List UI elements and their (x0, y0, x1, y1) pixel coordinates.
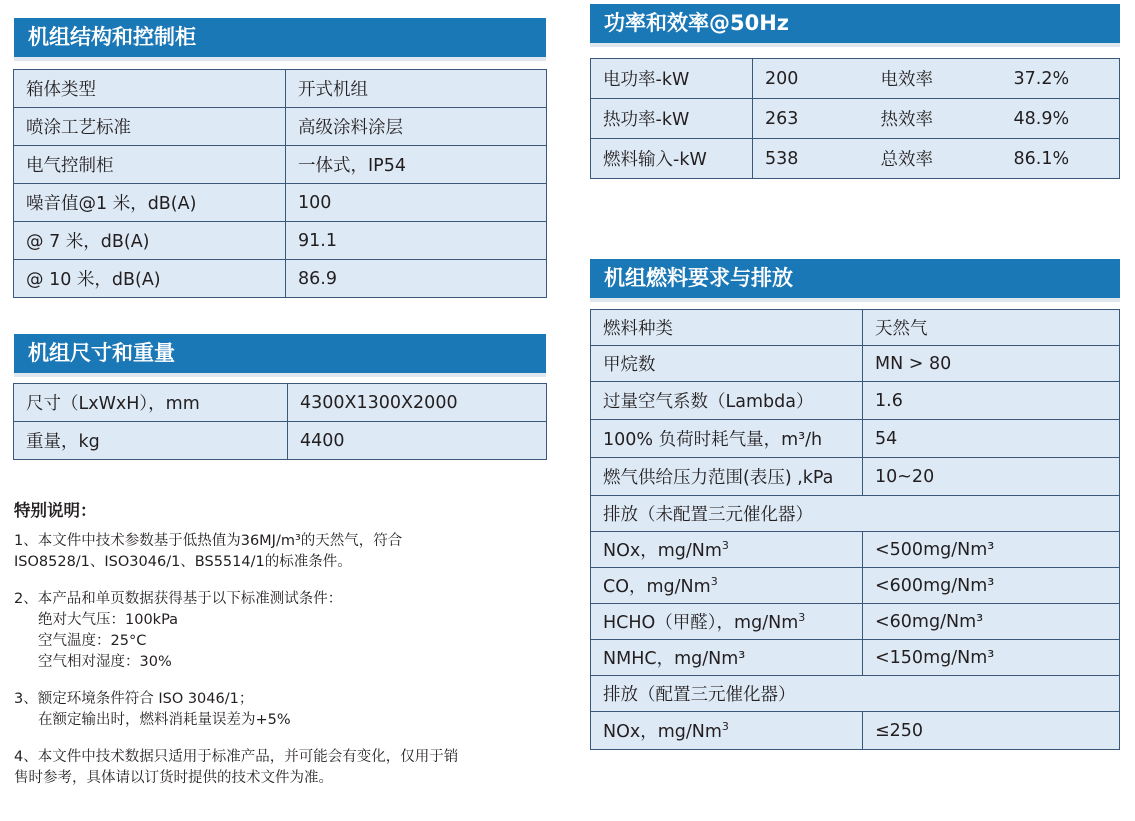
note-3-line-1: 3、额定环境条件符合 ISO 3046/1； (14, 691, 254, 707)
power-section-header: 功率和效率@50Hz (590, 4, 1120, 43)
fuel-section-header: 机组燃料要求与排放 (590, 259, 1120, 298)
emission-label (591, 604, 863, 640)
note-3 (14, 689, 534, 731)
note-1-line-2: ISO8528/1、ISO3046/1、BS5514/1的标准条件。 (14, 554, 352, 570)
emission-value: <150mg/Nm³ (863, 640, 1120, 676)
notes-title: 特别说明： (14, 501, 97, 520)
fuel-label: 燃料种类 (591, 310, 863, 346)
superscript: 3 (721, 720, 729, 734)
note-2-line-3: 空气温度：25°C (38, 633, 147, 649)
notes-block (14, 500, 534, 805)
note-2-line-2: 绝对大气压：100kPa (38, 612, 179, 628)
fuel-label: 100% 负荷时耗气量，m³/h (591, 420, 863, 458)
note-3-line-2: 在额定输出时，燃料消耗量误差为+5% (38, 712, 291, 728)
dimensions-table (13, 383, 547, 460)
fuel-label: 燃气供给压力范围(表压) ,kPa (591, 458, 863, 496)
emission-label (591, 568, 863, 604)
fuel-value: MN > 80 (863, 346, 1120, 382)
dimensions-section-header: 机组尺寸和重量 (14, 334, 546, 373)
structure-label: @ 7 米，dB(A) (14, 222, 286, 260)
structure-value: 高级涂料涂层 (286, 108, 547, 146)
power-value: 200 (753, 59, 869, 99)
emission-label-text: NMHC，mg/Nm³ (603, 649, 746, 669)
fuel-label: 甲烷数 (591, 346, 863, 382)
note-4-line-2: 售时参考，具体请以订货时提供的技术文件为准。 (14, 770, 333, 786)
structure-label: 喷涂工艺标准 (14, 108, 286, 146)
emission-value: <500mg/Nm³ (863, 532, 1120, 568)
dimensions-value: 4400 (288, 422, 547, 460)
structure-label: 电气控制柜 (14, 146, 286, 184)
efficiency-label: 热效率 (869, 99, 1002, 139)
fuel-label: 过量空气系数（Lambda） (591, 382, 863, 420)
efficiency-label: 总效率 (869, 139, 1002, 179)
note-4 (14, 747, 534, 789)
superscript: 3 (798, 611, 806, 625)
fuel-value: 10~20 (863, 458, 1120, 496)
emission-value: <60mg/Nm³ (863, 604, 1120, 640)
power-label: 电功率-kW (591, 59, 753, 99)
efficiency-value: 37.2% (1002, 59, 1120, 99)
emission-value: ≤250 (863, 712, 1120, 750)
note-2 (14, 589, 534, 673)
emission-label-text: CO，mg/Nm (603, 577, 711, 597)
note-1 (14, 531, 534, 573)
fuel-value: 天然气 (863, 310, 1120, 346)
emission-header-with-catalyst: 排放（配置三元催化器） (591, 676, 1120, 712)
emission-label (591, 712, 863, 750)
note-1-line-1: 1、本文件中技术参数基于低热值为36MJ/m³的天然气，符合 (14, 533, 403, 549)
fuel-table (590, 309, 1120, 750)
power-value: 538 (753, 139, 869, 179)
emission-label-text: NOx，mg/Nm (603, 722, 722, 742)
dimensions-value: 4300X1300X2000 (288, 384, 547, 422)
power-value: 263 (753, 99, 869, 139)
note-2-line-1: 2、本产品和单页数据获得基于以下标准测试条件： (14, 591, 343, 607)
structure-value: 100 (286, 184, 547, 222)
efficiency-label: 电效率 (869, 59, 1002, 99)
structure-value: 91.1 (286, 222, 547, 260)
efficiency-value: 86.1% (1002, 139, 1120, 179)
dimensions-label: 重量，kg (14, 422, 288, 460)
emission-label (591, 640, 863, 676)
structure-label: 噪音值@1 米，dB(A) (14, 184, 286, 222)
superscript: 3 (721, 539, 729, 553)
structure-table (13, 69, 547, 298)
power-label: 热功率-kW (591, 99, 753, 139)
power-label: 燃料输入-kW (591, 139, 753, 179)
emission-header-no-catalyst: 排放（未配置三元催化器） (591, 496, 1120, 532)
structure-value: 一体式，IP54 (286, 146, 547, 184)
note-4-line-1: 4、本文件中技术数据只适用于标准产品，并可能会有变化，仅用于销 (14, 749, 459, 765)
emission-value: <600mg/Nm³ (863, 568, 1120, 604)
note-2-line-4: 空气相对湿度：30% (38, 654, 172, 670)
structure-label: 箱体类型 (14, 70, 286, 108)
power-table (590, 58, 1120, 179)
structure-section-header: 机组结构和控制柜 (14, 18, 546, 57)
structure-value: 86.9 (286, 260, 547, 298)
dimensions-label: 尺寸（LxWxH），mm (14, 384, 288, 422)
structure-label: @ 10 米，dB(A) (14, 260, 286, 298)
emission-label-text: HCHO（甲醛），mg/Nm (603, 613, 799, 633)
emission-label (591, 532, 863, 568)
emission-label-text: NOx，mg/Nm (603, 541, 722, 561)
superscript: 3 (710, 575, 718, 589)
efficiency-value: 48.9% (1002, 99, 1120, 139)
fuel-value: 54 (863, 420, 1120, 458)
fuel-value: 1.6 (863, 382, 1120, 420)
structure-value: 开式机组 (286, 70, 547, 108)
